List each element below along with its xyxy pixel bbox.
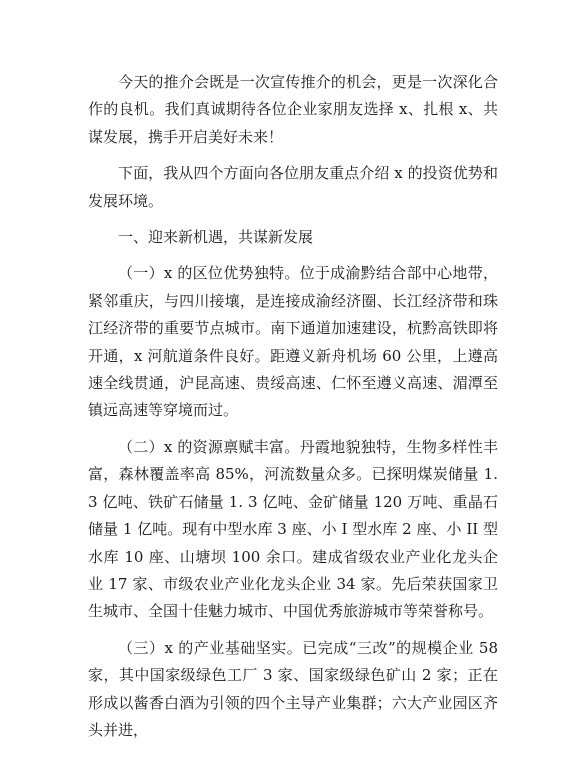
paragraph-overview: 下面，我从四个方面向各位朋友重点介绍 x 的投资优势和发展环境。 [88,164,498,210]
paragraph-industry: （三）x 的产业基础坚实。已完成“三改”的规模企业 58 家，其中国家级绿色工厂 3 家、国家级绿色矿山 2 家；正在形成以酱香白酒为引领的四个主导产业集群；六大产业园区齐头并进， [88,638,498,739]
paragraph-resources: （二）x 的资源禀赋丰富。丹霞地貌独特，生物多样性丰富，森林覆盖率高 85%，河流数量众多。已探明煤炭储量 1. 3 亿吨、铁矿石储量 1. 3 亿吨、金矿储量 120 万吨、重晶石储量 1 亿吨。现有中型水库 3 座、小 I 型水库 2 座、小 II 型水库 10 座、山塘坝 100 余口。建成省级农业产业化龙头企业 17 家、市级农业产业化龙头企业 34 家。先后荣获国家卫生城市、全国十佳魅力城市、中国优秀旅游城市等荣誉称号。 [88,437,498,621]
document-body [88,69,498,753]
paragraph-location: （一）x 的区位优势独特。位于成渝黔结合部中心地带，紧邻重庆，与四川接壤，是连接成渝经济圈、长江经济带和珠江经济带的重要节点城市。南下通道加速建设，杭黔高铁即将开通，x 河航道条件良好。距遵义新舟机场 60 公里，上遵高速全线贯通，沪昆高速、贵绥高速、仁怀至遵义高速、湄潭至镇远高速等穿境而过。 [88,264,498,420]
paragraph-intro: 今天的推介会既是一次宣传推介的机会，更是一次深化合作的良机。我们真诚期待各位企业家朋友选择 x、扎根 x、共谋发展，携手开启美好未来！ [88,73,498,146]
section-heading: 一、迎来新机遇，共谋新发展 [118,228,314,247]
